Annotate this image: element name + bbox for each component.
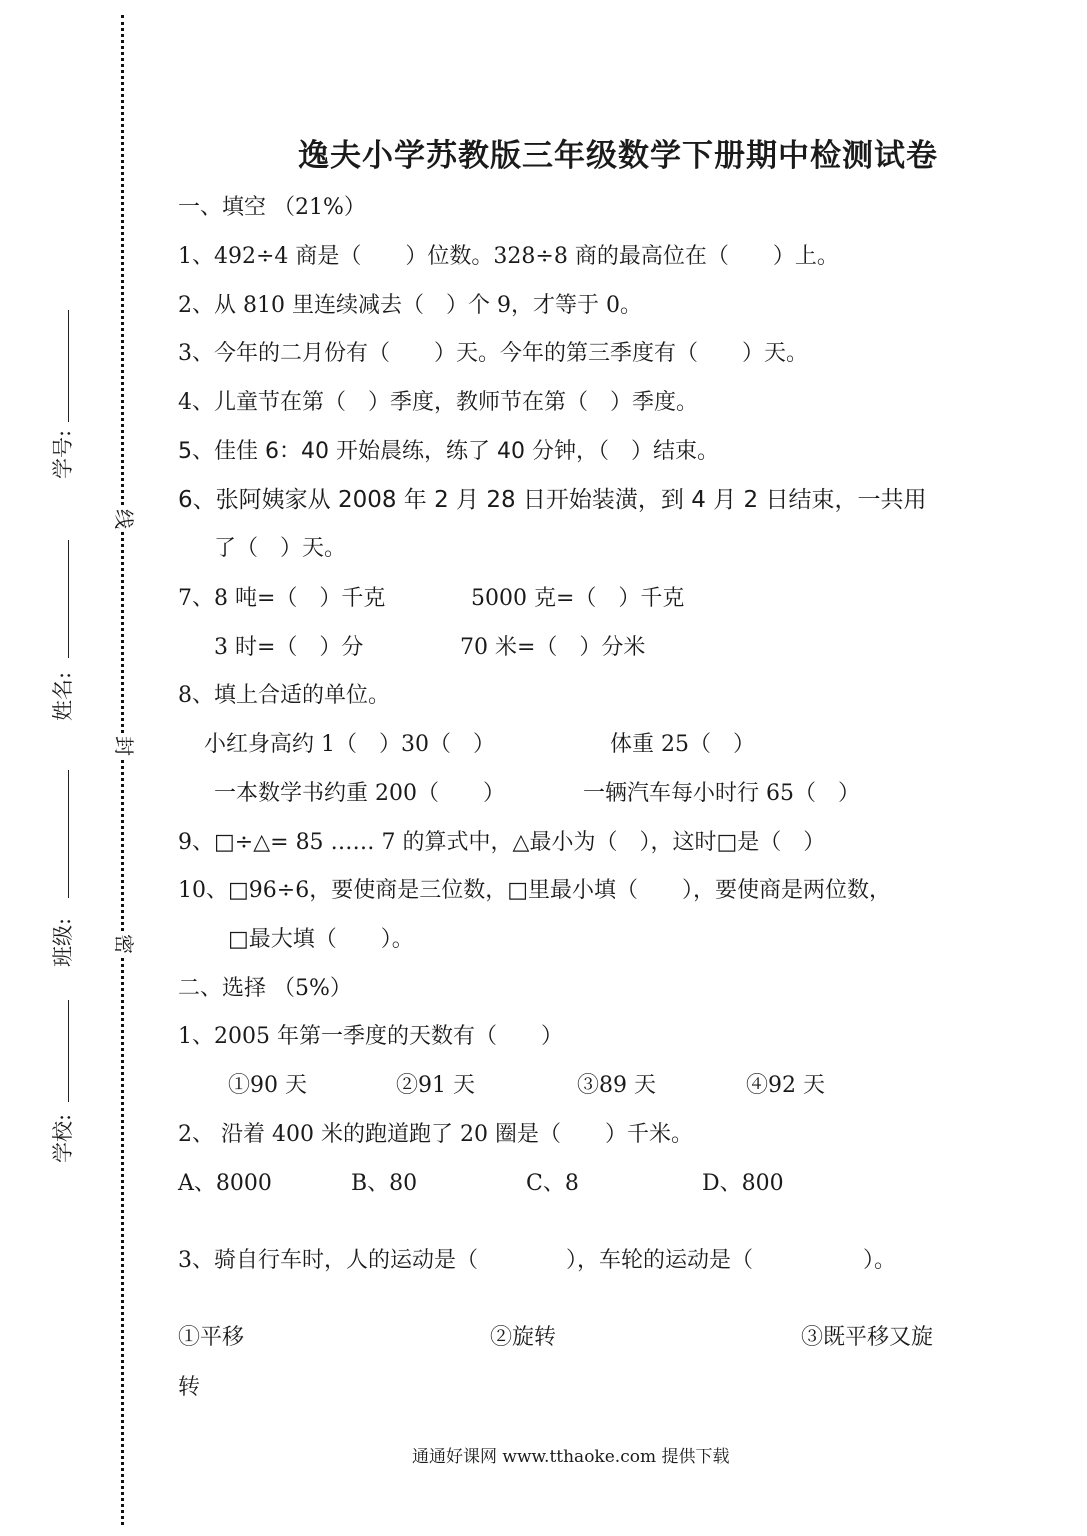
- question-1-7-b: 5000 克=（ ）千克: [471, 586, 685, 611]
- question-2-1-option-3: ③89 天: [577, 1073, 656, 1098]
- seal-char-line: 线: [112, 509, 136, 529]
- seal-char-seal: 封: [112, 736, 136, 756]
- class-label: 班级:: [51, 917, 75, 967]
- class-line[interactable]: [68, 770, 69, 898]
- question-1-9: 9、□÷△= 85 …… 7 的算式中，△最小为（ ），这时□是（ ）: [178, 830, 826, 855]
- question-2-2: 2、 沿着 400 米的跑道跑了 20 圈是（ ）千米。: [178, 1122, 693, 1147]
- question-1-5: 5、佳佳 6：40 开始晨练，练了 40 分钟，（ ）结束。: [178, 439, 719, 464]
- question-2-2-option-d: D、800: [702, 1171, 784, 1196]
- question-1-7-d: 70 米=（ ）分米: [460, 635, 646, 660]
- school-label: 学校:: [51, 1113, 75, 1163]
- school-line[interactable]: [68, 1000, 69, 1102]
- question-1-8-d: 一辆汽车每小时行 65（ ）: [583, 781, 860, 806]
- question-1-10-line1: 10、□96÷6，要使商是三位数，□里最小填（ ），要使商是两位数，: [178, 878, 891, 903]
- question-2-2-option-a: A、8000: [178, 1171, 272, 1196]
- student-id-label: 学号:: [51, 429, 75, 479]
- question-2-1-option-4: ④92 天: [746, 1073, 825, 1098]
- question-2-3-option-2: ②旋转: [490, 1325, 557, 1350]
- section1-heading: 一、填空 （21%）: [178, 195, 366, 220]
- question-1-10-line2: □最大填（ ）。: [228, 927, 414, 952]
- seal-char-secret: 密: [112, 934, 136, 954]
- question-1-2: 2、从 810 里连续减去（ ）个 9，才等于 0。: [178, 293, 642, 318]
- question-2-2-option-b: B、80: [351, 1171, 418, 1196]
- question-1-7-c: 3 时=（ ）分: [214, 635, 364, 660]
- question-1-7-a: 7、8 吨=（ ）千克: [178, 586, 386, 611]
- student-name-line[interactable]: [68, 540, 69, 658]
- question-1-1: 1、492÷4 商是（ ）位数。328÷8 商的最高位在（ ）上。: [178, 244, 839, 269]
- student-id-line[interactable]: [68, 310, 69, 422]
- question-1-6-line2: 了（ ）天。: [214, 536, 347, 561]
- question-2-3: 3、骑自行车时，人的运动是（ ），车轮的运动是（ ）。: [178, 1248, 896, 1273]
- binding-margin: [0, 0, 160, 1536]
- question-1-8-a: 小红身高约 1（ ）30（ ）: [204, 732, 495, 757]
- student-name-label: 姓名:: [51, 671, 75, 721]
- question-1-6-line1: 6、张阿姨家从 2008 年 2 月 28 日开始装潢，到 4 月 2 日结束，一共用: [178, 487, 927, 513]
- exam-title: 逸夫小学苏教版三年级数学下册期中检测试卷: [298, 138, 938, 174]
- question-1-8-b: 体重 25（ ）: [610, 732, 755, 757]
- question-1-3: 3、今年的二月份有（ ）天。今年的第三季度有（ ）天。: [178, 341, 808, 366]
- page-footer: 通通好课网 www.tthaoke.com 提供下载: [412, 1447, 730, 1467]
- question-2-3-option-3: ③既平移又旋: [801, 1325, 934, 1350]
- question-2-1-option-2: ②91 天: [396, 1073, 475, 1098]
- question-2-3-option-3-wrap: 转: [178, 1375, 201, 1400]
- question-1-4: 4、儿童节在第（ ）季度，教师节在第（ ）季度。: [178, 390, 698, 415]
- section2-heading: 二、选择 （5%）: [178, 976, 352, 1001]
- question-2-3-option-1: ①平移: [178, 1325, 245, 1350]
- question-1-8-c: 一本数学书约重 200（ ）: [214, 781, 505, 806]
- question-1-8: 8、填上合适的单位。: [178, 683, 390, 708]
- binding-dotted-line: [121, 15, 124, 1525]
- question-2-1-option-1: ①90 天: [228, 1073, 307, 1098]
- question-2-1: 1、2005 年第一季度的天数有（ ）: [178, 1024, 563, 1049]
- question-2-2-option-c: C、8: [526, 1171, 579, 1196]
